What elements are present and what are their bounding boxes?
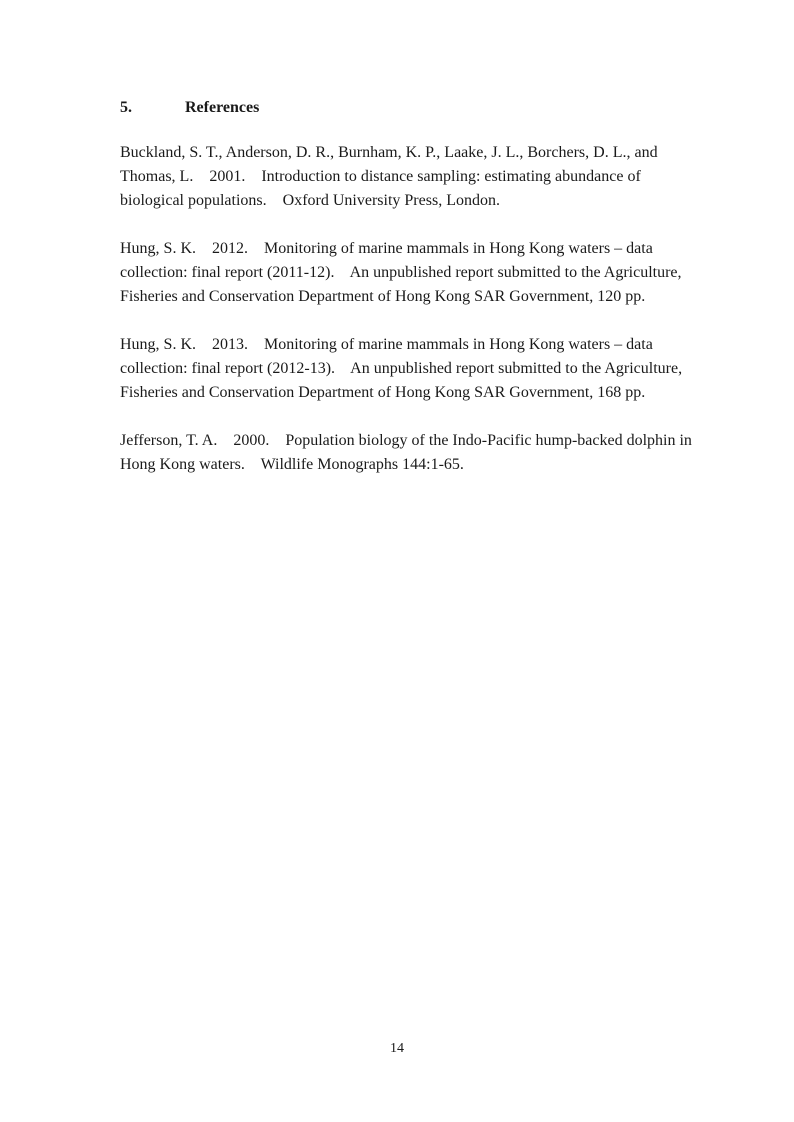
reference-line: collection: final report (2011-12). An unpublished report submitted to the Agriculture, [120,264,682,281]
reference-entry [120,141,700,213]
reference-list [120,141,700,501]
reference-line: Fisheries and Conservation Department of Hong Kong SAR Government, 120 pp. [120,288,646,305]
reference-entry [120,237,700,309]
page-number: 14 [390,1041,404,1056]
reference-line: Fisheries and Conservation Department of Hong Kong SAR Government, 168 pp. [120,384,646,401]
section-number: 5. [120,99,132,116]
section-title: References [185,99,260,116]
reference-line: Hong Kong waters. Wildlife Monographs 144:1-65. [120,456,464,473]
section-heading [120,97,259,119]
reference-line: Hung, S. K. 2012. Monitoring of marine mammals in Hong Kong waters – data [120,240,653,257]
reference-line: collection: final report (2012-13). An unpublished report submitted to the Agriculture, [120,360,683,377]
reference-line: biological populations. Oxford University Press, London. [120,192,500,209]
reference-entry [120,429,700,477]
reference-entry [120,333,700,405]
reference-line: Hung, S. K. 2013. Monitoring of marine mammals in Hong Kong waters – data [120,336,653,353]
reference-line: Thomas, L. 2001. Introduction to distance sampling: estimating abundance of [120,168,641,185]
reference-line: Buckland, S. T., Anderson, D. R., Burnham, K. P., Laake, J. L., Borchers, D. L., and [120,144,658,161]
reference-line: Jefferson, T. A. 2000. Population biology of the Indo-Pacific hump-backed dolphin in [120,432,692,449]
